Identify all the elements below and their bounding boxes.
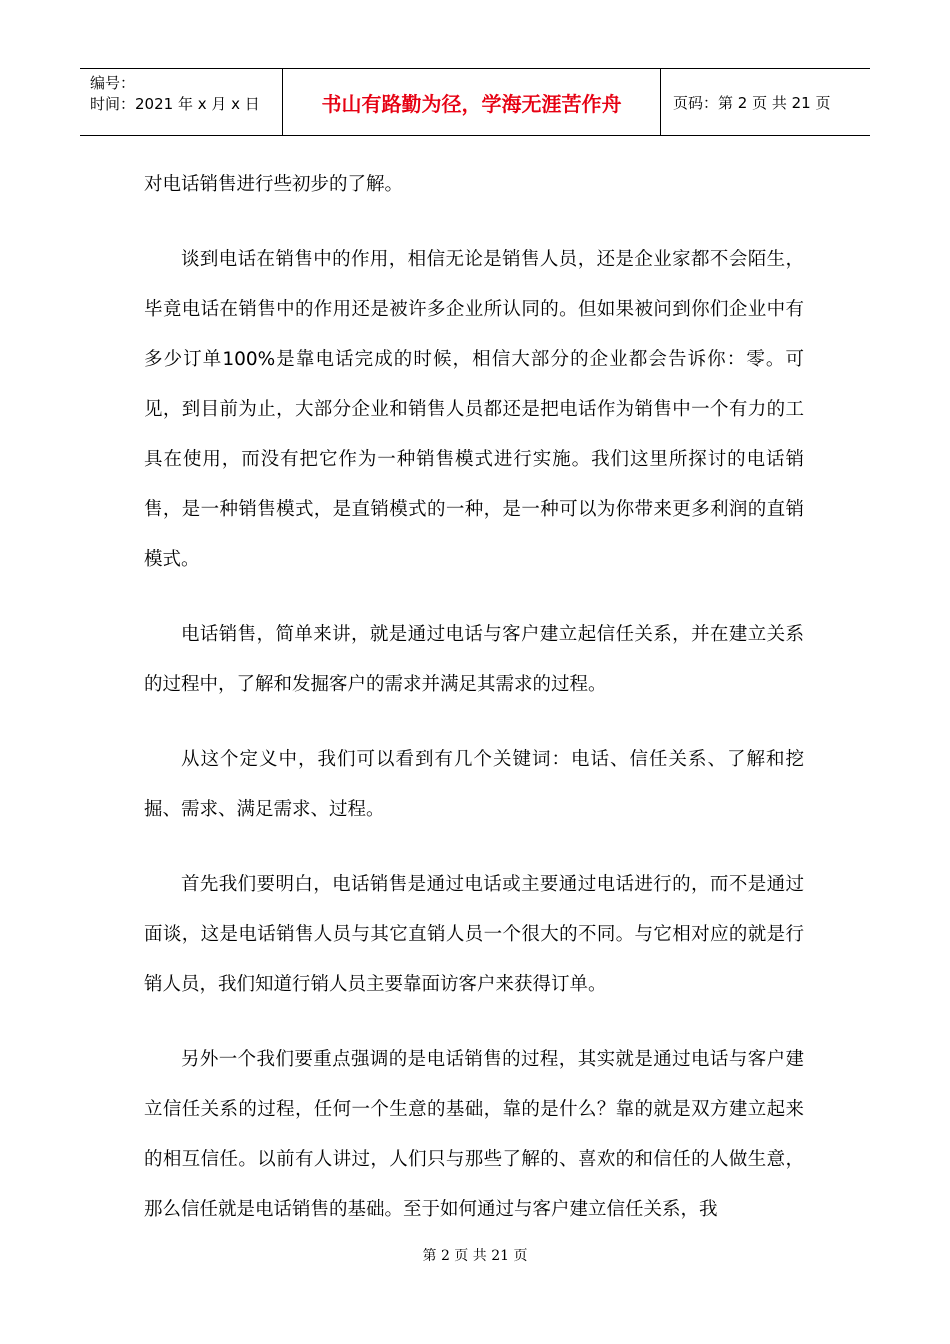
document-body (144, 160, 804, 1260)
paragraph-5: 首先我们要明白，电话销售是通过电话或主要通过电话进行的，而不是通过面谈，这是电话销售人员与其它直销人员一个很大的不同。与它相对应的就是行销人员，我们知道行销人员主要靠面访客户来获得订单。 (144, 874, 804, 995)
header-meta (80, 69, 282, 135)
paragraph-1: 对电话销售进行些初步的了解。 (144, 174, 404, 195)
page-footer: 第 2 页 共 21 页 (422, 1248, 528, 1264)
header-page-info: 页码：第 2 页 共 21 页 (673, 93, 831, 112)
date-label: 时间：2021 年 x 月 x 日 (90, 95, 260, 113)
paragraph-2: 谈到电话在销售中的作用，相信无论是销售人员，还是企业家都不会陌生，毕竟电话在销售中的作用还是被许多企业所认同的。但如果被问到你们企业中有多少订单100%是靠电话完成的时候，相信大部分的企业都会告诉你：零。可见，到目前为止，大部分企业和销售人员都还是把电话作为销售中一个有力的工具在使用，而没有把它作为一种销售模式进行实施。我们这里所探讨的电话销售，是一种销售模式，是直销模式的一种，是一种可以为你带来更多利润的直销模式。 (144, 249, 804, 570)
page-header (80, 68, 870, 136)
paragraph-6: 另外一个我们要重点强调的是电话销售的过程，其实就是通过电话与客户建立信任关系的过程，任何一个生意的基础，靠的是什么？靠的就是双方建立起来的相互信任。以前有人讲过，人们只与那些了解的、喜欢的和信任的人做生意，那么信任就是电话销售的基础。至于如何通过与客户建立信任关系，我 (144, 1049, 804, 1220)
doc-number-label: 编号： (90, 74, 136, 92)
paragraph-4: 从这个定义中，我们可以看到有几个关键词：电话、信任关系、了解和挖掘、需求、满足需求、过程。 (144, 749, 804, 820)
header-motto: 书山有路勤为径，学海无涯苦作舟 (282, 69, 661, 135)
paragraph-3: 电话销售，简单来讲，就是通过电话与客户建立起信任关系，并在建立关系的过程中，了解和发掘客户的需求并满足其需求的过程。 (144, 624, 804, 695)
